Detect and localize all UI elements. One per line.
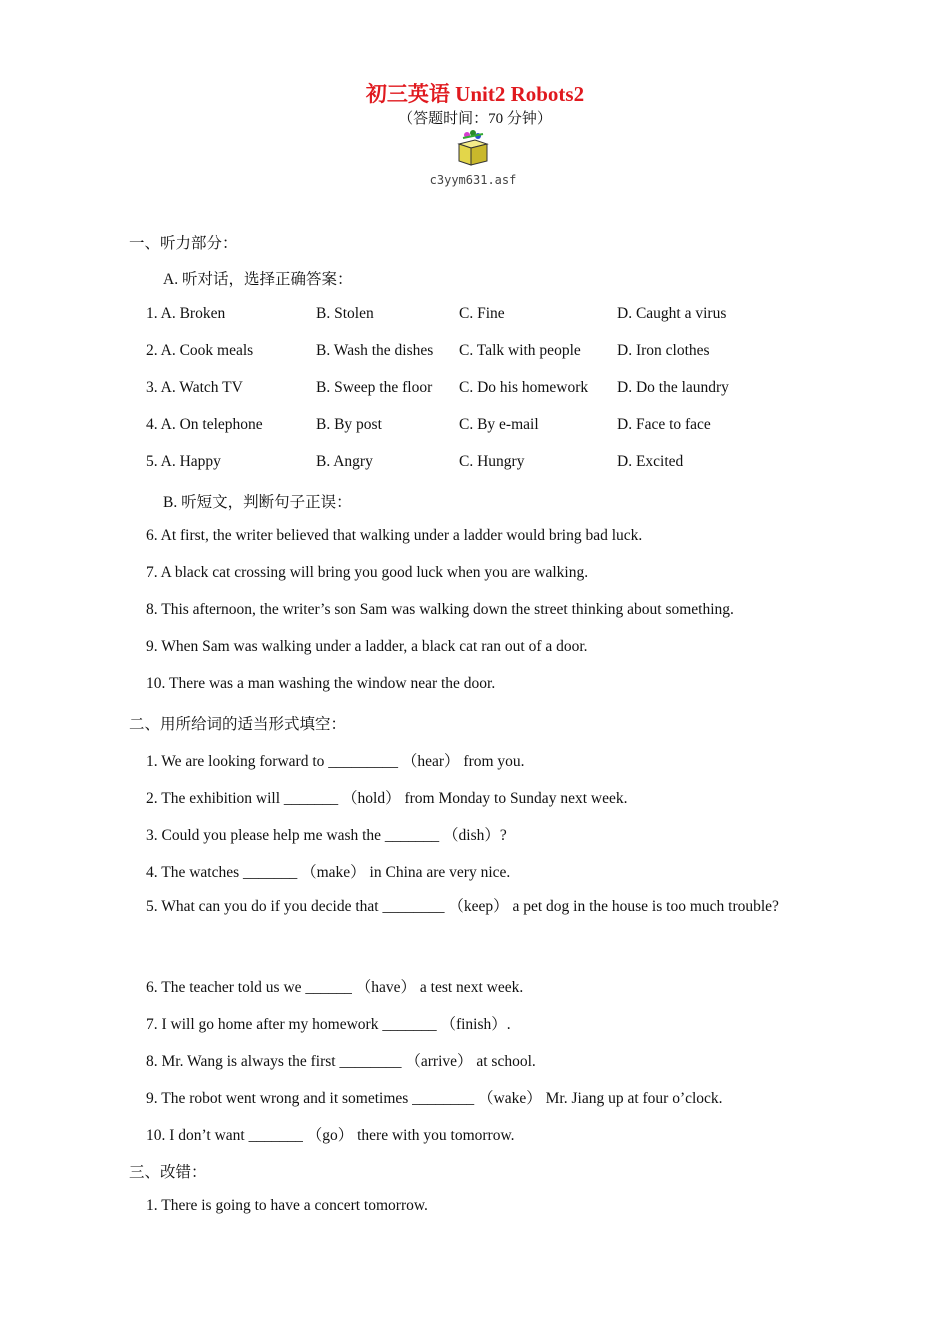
page-title: 初三英语 Unit2 Robots2 <box>365 82 585 106</box>
choice-d: D. Face to face <box>617 416 711 433</box>
section-listening-heading: 一、听力部分： <box>129 235 238 252</box>
audio-attachment[interactable] <box>418 128 528 187</box>
choice-a: 3. A. Watch TV <box>146 379 243 396</box>
choice-b: B. Stolen <box>316 305 374 322</box>
fill-blank-item: 3. Could you please help me wash the _______ （dish）? <box>146 827 507 844</box>
choice-c: C. Do his homework <box>459 379 589 396</box>
choice-b: B. Angry <box>316 453 373 470</box>
statement-item: 10. There was a man washing the window near the door. <box>146 675 496 692</box>
choice-c: C. Talk with people <box>459 342 581 359</box>
choice-a: 1. A. Broken <box>146 305 226 322</box>
correction-item: 1. There is going to have a concert tomorrow. <box>146 1197 428 1214</box>
choice-d: D. Iron clothes <box>617 342 710 359</box>
choice-a: 4. A. On telephone <box>146 416 263 433</box>
choice-b: B. Sweep the floor <box>316 379 433 396</box>
section-correction-heading: 三、改错： <box>129 1164 207 1181</box>
fill-blank-item: 2. The exhibition will _______ （hold） from Monday to Sunday next week. <box>146 790 628 807</box>
time-limit: （答题时间：70 分钟） <box>398 111 552 127</box>
fill-blank-item: 10. I don’t want _______ （go） there with you tomorrow. <box>146 1127 515 1144</box>
fill-blank-item: 1. We are looking forward to _________ （hear） from you. <box>146 753 525 770</box>
choice-d: D. Caught a virus <box>617 305 727 322</box>
choice-d: D. Do the laundry <box>617 379 729 396</box>
choice-d: D. Excited <box>617 453 684 470</box>
part-a-instruction: A. 听对话，选择正确答案： <box>163 271 353 288</box>
attachment-filename: c3yym631.asf <box>429 173 517 187</box>
statement-item: 6. At first, the writer believed that walking under a ladder would bring bad luck. <box>146 527 643 544</box>
fill-blank-item: 9. The robot went wrong and it sometimes ________ （wake） Mr. Jiang up at four o’clock. <box>146 1090 723 1107</box>
statement-item: 8. This afternoon, the writer’s son Sam was walking down the street thinking about something. <box>146 601 734 618</box>
choice-a: 5. A. Happy <box>146 453 221 470</box>
package-icon <box>453 128 493 168</box>
fill-blank-item: 4. The watches _______ （make） in China are very nice. <box>146 864 511 881</box>
statement-item: 7. A black cat crossing will bring you good luck when you are walking. <box>146 564 589 581</box>
fill-blank-item: 5. What can you do if you decide that ________ （keep） a pet dog in the house is too much trouble? <box>146 898 779 915</box>
choice-b: B. By post <box>316 416 382 433</box>
fill-blank-item: 8. Mr. Wang is always the first ________ （arrive） at school. <box>146 1053 536 1070</box>
choice-a: 2. A. Cook meals <box>146 342 254 359</box>
choice-c: C. Fine <box>459 305 505 322</box>
statement-item: 9. When Sam was walking under a ladder, a black cat ran out of a door. <box>146 638 588 655</box>
choice-c: C. By e-mail <box>459 416 539 433</box>
choice-b: B. Wash the dishes <box>316 342 434 359</box>
part-b-instruction: B. 听短文，判断句子正误： <box>163 494 352 511</box>
choice-c: C. Hungry <box>459 453 525 470</box>
fill-blank-item: 6. The teacher told us we ______ （have） a test next week. <box>146 979 524 996</box>
fill-blank-item: 7. I will go home after my homework _______ （finish）. <box>146 1016 511 1033</box>
section-fill-blank-heading: 二、用所给词的适当形式填空： <box>129 716 347 733</box>
